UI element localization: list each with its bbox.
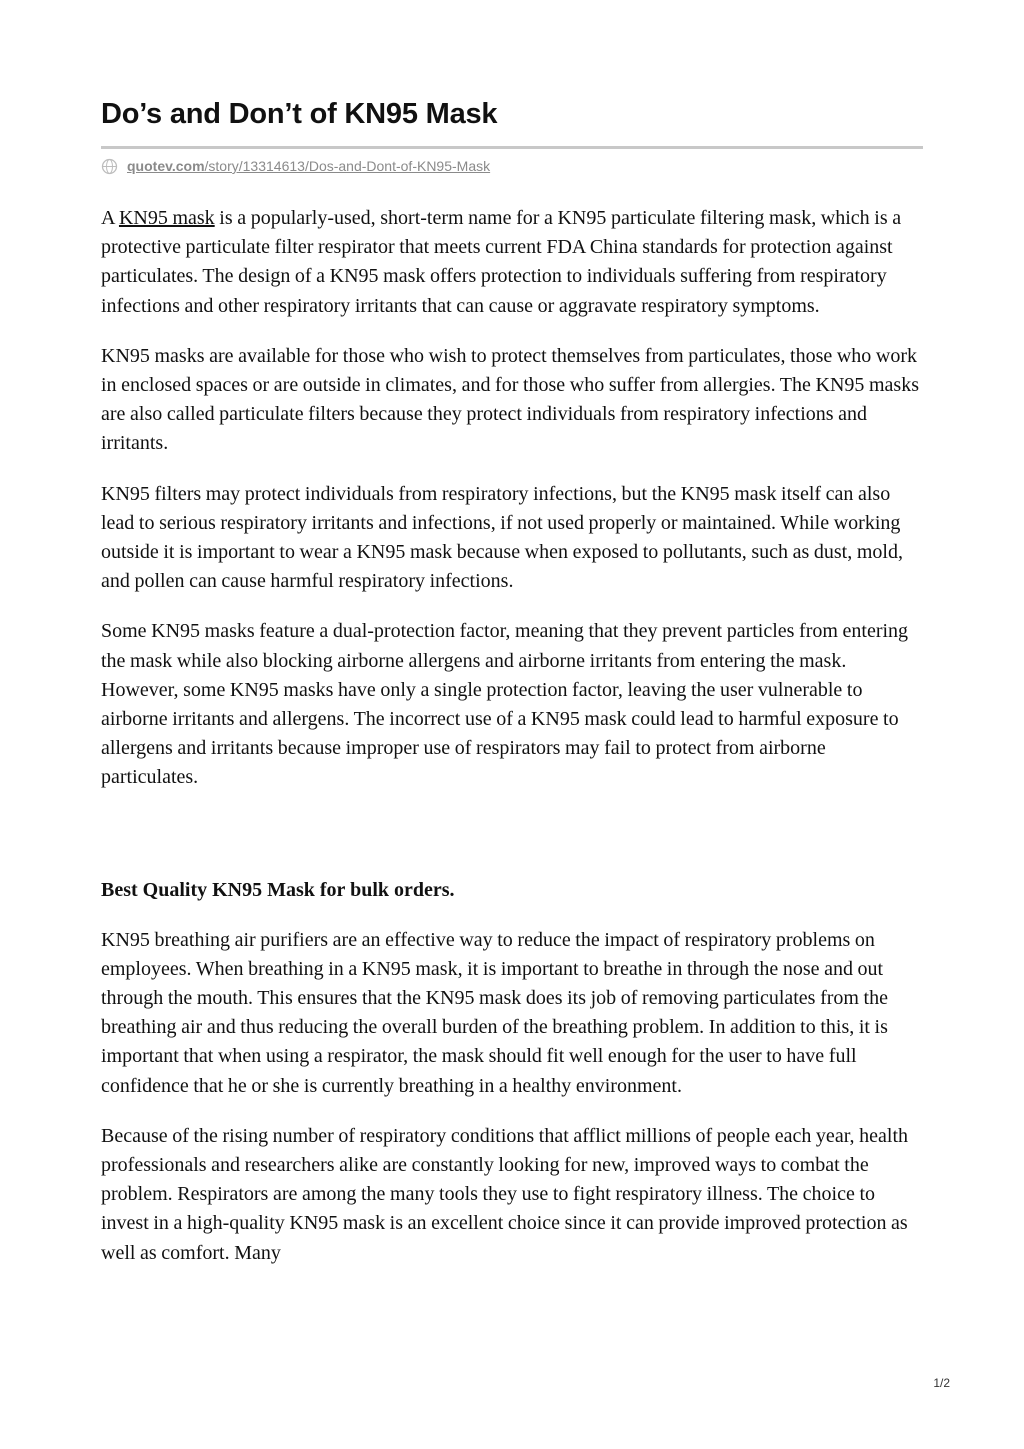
section-spacer: [101, 814, 926, 876]
paragraph-intro-rest: is a popularly-used, short-term name for a KN95 particulate filtering mask, which is a protective particulate filter respirator that meets current FDA China standards for protection against particulates. The design of a KN95 mask offers protection to individuals suffering from respiratory infections and other respiratory irritants that can cause or aggravate respiratory symptoms.: [101, 207, 902, 317]
paragraph-intro: [101, 204, 926, 321]
page-title: Do’s and Don’t of KN95 Mask: [101, 98, 498, 130]
paragraph-intro-lead: A: [101, 207, 119, 229]
section-heading: Best Quality KN95 Mask for bulk orders.: [101, 878, 455, 901]
globe-icon: [101, 158, 118, 175]
source-link[interactable]: [101, 156, 926, 176]
article-body: [101, 204, 926, 1268]
paragraph-respirators: Because of the rising number of respiratory conditions that afflict millions of people each year, health professionals and researchers alike are constantly looking for new, improved ways to combat the problem. Respirators are among the many tools they use to fight respiratory illness. The choice to invest in a high-quality KN95 mask is an excellent choice since it can provide improved protection as well as comfort. Many: [101, 1124, 909, 1264]
page-number: 1/2: [933, 1376, 950, 1390]
document-page: [101, 96, 926, 1289]
paragraph-protection-factor: Some KN95 masks feature a dual-protection factor, meaning that they prevent particles from entering the mask while also blocking airborne allergens and airborne irritants from entering the mask. However, some KN95 masks have only a single protection factor, leaving the user vulnerable to airborne irritants and allergens. The incorrect use of a KN95 mask could lead to harmful exposure to allergens and irritants because improper use of respirators may fail to protect from airborne particulates.: [101, 620, 909, 789]
source-path[interactable]: /story/13314613/Dos-and-Dont-of-KN95-Mask: [204, 158, 491, 174]
paragraph-breathing: KN95 breathing air purifiers are an effective way to reduce the impact of respiratory problems on employees. When breathing in a KN95 mask, it is important to breathe in through the nose and out through the mouth. This ensures that the KN95 mask does its job of removing particulates from the breathing air and thus reducing the overall burden of the breathing problem. In addition to this, it is important that when using a respirator, the mask should fit well enough for the user to have full confidence that he or she is currently breathing in a healthy environment.: [101, 928, 888, 1097]
paragraph-availability: KN95 masks are available for those who wish to protect themselves from particulates, those who work in enclosed spaces or are outside in climates, and for those who suffer from allergies. The KN95 masks are also called particulate filters because they protect individuals from respiratory infections and irritants.: [101, 344, 919, 455]
source-domain[interactable]: quotev.com: [127, 158, 205, 174]
paragraph-filters: KN95 filters may protect individuals from respiratory infections, but the KN95 mask itself can also lead to serious respiratory irritants and infections, if not used properly or maintained. While working outside it is important to wear a KN95 mask because when exposed to pollutants, such as dust, mold, and pollen can cause harmful respiratory infections.: [101, 482, 903, 593]
title-divider: [101, 146, 923, 149]
kn95-mask-link[interactable]: KN95 mask: [118, 207, 215, 229]
